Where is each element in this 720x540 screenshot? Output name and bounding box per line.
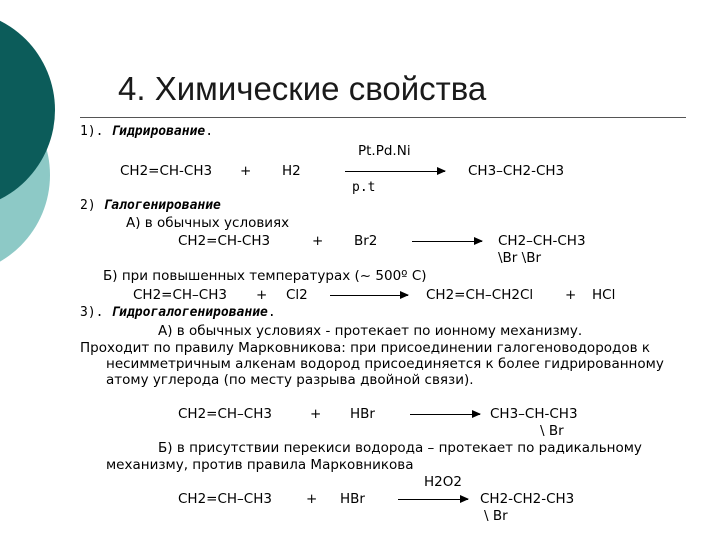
s3b-line1: Б) в присутствии перекиси водорода – протекает по радикальному: [158, 440, 642, 456]
section3-dot: .: [267, 305, 276, 320]
s2a-product: CH2–CH-CH3: [498, 233, 586, 249]
s3a-product-substituent: \ Br: [540, 423, 564, 439]
s1-reactant1: CH2=CH-CH3: [120, 163, 213, 179]
s3a-product: CH3–CH-CH3: [490, 406, 578, 422]
s2a-reactant2: Br2: [354, 233, 378, 249]
s2b-product1: CH2=CH–CH2Cl: [426, 287, 534, 303]
s2a-reactant1: CH2=CH-CH3: [178, 233, 271, 249]
section2-heading: [80, 198, 221, 214]
section1-dot: .: [205, 124, 214, 139]
s2a-plus: +: [312, 233, 324, 249]
slide-title: 4. Химические свойства: [118, 70, 487, 107]
s3a-reaction-arrow: [410, 414, 480, 415]
s2a-condition: А) в обычных условиях: [126, 215, 290, 231]
s3b-plus: +: [306, 491, 318, 507]
section1-title: Гидрирование: [111, 124, 206, 139]
s2b-reactant2: Cl2: [286, 287, 308, 303]
s1-plus: +: [240, 163, 252, 179]
s2b-condition: Б) при повышенных температурах (~ 500º С): [103, 268, 427, 284]
s3b-reactant1: CH2=CH–CH3: [178, 491, 272, 507]
s3-rule-line3: атому углерода (по месту разрыва двойной связи).: [106, 372, 474, 388]
s1-reaction-arrow: [345, 171, 445, 172]
section2-number: 2): [80, 198, 104, 213]
s3b-line2: механизму, против правила Марковникова: [106, 457, 414, 473]
s2b-product2: HCl: [592, 287, 616, 303]
s3b-reactant2: HBr: [340, 491, 365, 507]
section3-heading: [80, 305, 276, 321]
s3b-catalyst: H2O2: [424, 474, 462, 490]
s2b-reactant1: CH2=CH–CH3: [133, 287, 227, 303]
section1-heading: [80, 124, 213, 140]
s3-rule-line2: несимметричным алкенам водород присоединяется к более гидрированному: [106, 356, 664, 372]
decorative-circles: [0, 0, 60, 300]
title-divider: [80, 117, 686, 118]
section3-title: Гидрогалогенирование: [111, 305, 268, 320]
s2a-product-substituents: \Br \Br: [498, 250, 542, 266]
s3-rule-line1: Проходит по правилу Марковникова: при присоединении галогеноводородов к: [80, 340, 651, 356]
s3a-reactant1: CH2=CH–CH3: [178, 406, 272, 422]
s2b-plus2: +: [565, 287, 577, 303]
s1-catalyst: Pt.Pd.Ni: [358, 143, 411, 159]
s1-conditions: p.t: [352, 180, 376, 195]
section2-title: Галогенирование: [103, 198, 221, 213]
s3b-product: CH2-CH2-CH3: [480, 491, 575, 507]
s2b-plus: +: [256, 287, 268, 303]
s1-product: CH3–CH2-CH3: [468, 163, 565, 179]
s3a-condition: А) в обычных условиях - протекает по ионному механизму.: [158, 323, 583, 339]
s3a-reactant2: HBr: [350, 406, 375, 422]
section1-number: 1).: [80, 124, 112, 139]
s2a-reaction-arrow: [412, 241, 482, 242]
s2b-reaction-arrow: [330, 295, 408, 296]
s3a-plus: +: [310, 406, 322, 422]
section3-number: 3).: [80, 305, 112, 320]
s3b-product-substituent: \ Br: [484, 508, 508, 524]
s1-reactant2: H2: [282, 163, 301, 179]
s3b-reaction-arrow: [398, 499, 468, 500]
